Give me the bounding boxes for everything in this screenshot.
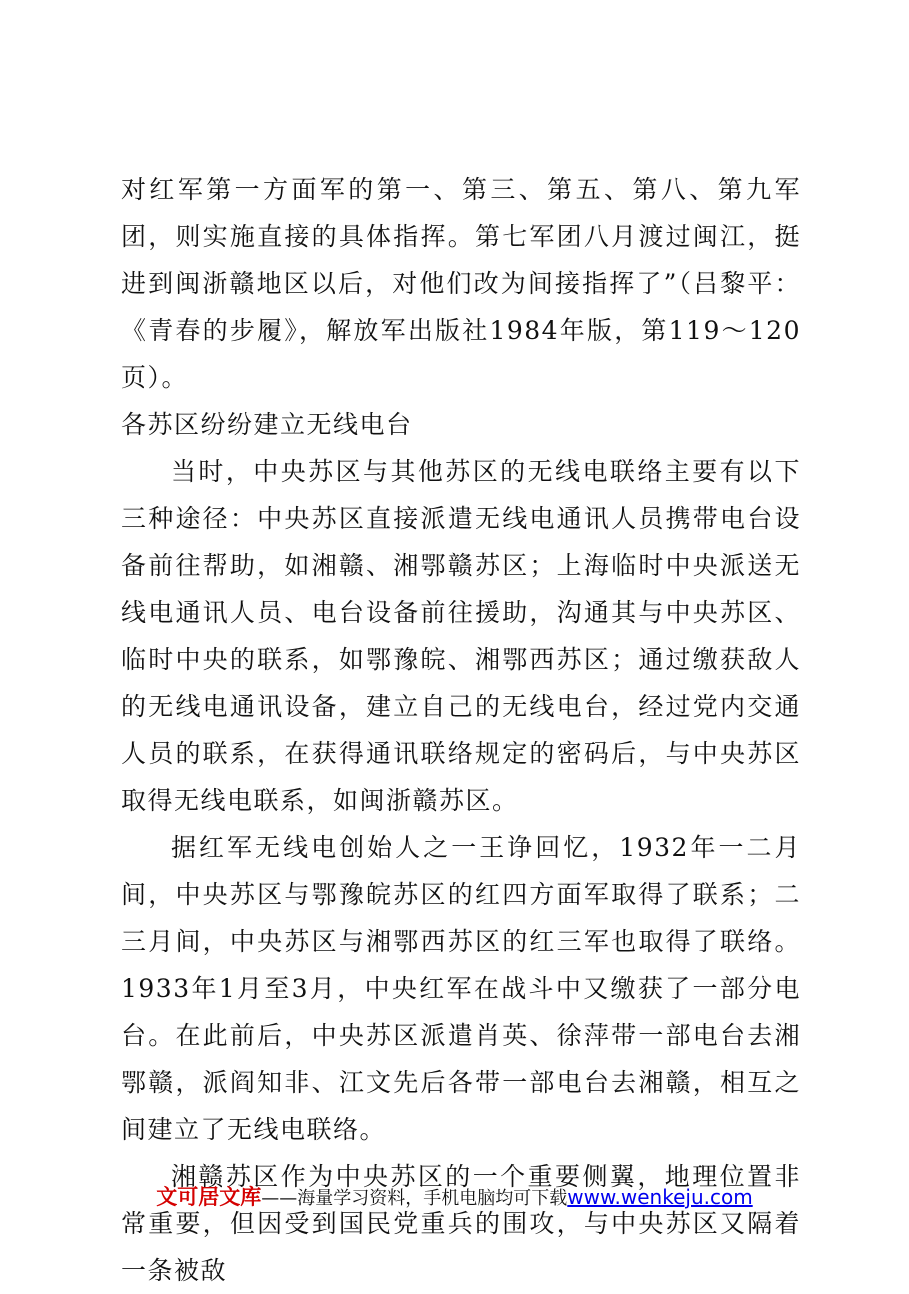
section-heading: 各苏区纷纷建立无线电台 <box>121 410 413 439</box>
footer-banner <box>0 1181 909 1211</box>
footer-slogan: ——海量学习资料，手机电脑均可下载 <box>261 1188 568 1209</box>
footer-url-link[interactable]: www.wenkeju.com <box>567 1185 753 1209</box>
paragraph-radio-routes: 当时，中央苏区与其他苏区的无线电联络主要有以下三种途径：中央苏区直接派遣无线电通讯人员携带电台设备前往帮助，如湘赣、湘鄂赣苏区；上海临时中央派送无线电通讯人员、电台设备前往援助，沟通其与中央苏区、临时中央的联系，如鄂豫皖、湘鄂西苏区；通过缴获敌人的无线电通讯设备，建立自己的无线电台，经过党内交通人员的联系，在获得通讯联络规定的密码后，与中央苏区取得无线电联系，如闽浙赣苏区。 <box>121 457 801 815</box>
paragraph-xianggan-soviet: 湘赣苏区作为中央苏区的一个重要侧翼，地理位置非常重要，但因受到国民党重兵的围攻，与中央苏区又隔着一条被敌 <box>121 1162 801 1285</box>
paragraph-wang-zheng-recollection: 据红军无线电创始人之一王诤回忆，1932年一二月间，中央苏区与鄂豫皖苏区的红四方面军取得了联系；二三月间，中央苏区与湘鄂西苏区的红三军也取得了联络。1933年1月至3月，中央红军在战斗中又缴获了一部分电台。在此前后，中央苏区派遣肖英、徐萍带一部电台去湘鄂赣，派阎知非、江文先后各带一部电台去湘赣，相互之间建立了无线电联络。 <box>121 833 801 1144</box>
document-body <box>121 166 801 1294</box>
footer-brand: 文可居文库 <box>156 1185 262 1209</box>
paragraph-continuation: 对红军第一方面军的第一、第三、第五、第八、第九军团，则实施直接的具体指挥。第七军团八月渡过闽江，挺进到闽浙赣地区以后，对他们改为间接指挥了”（吕黎平：《青春的步履》，解放军出版社1984年版，第119～120页）。 <box>121 175 801 392</box>
